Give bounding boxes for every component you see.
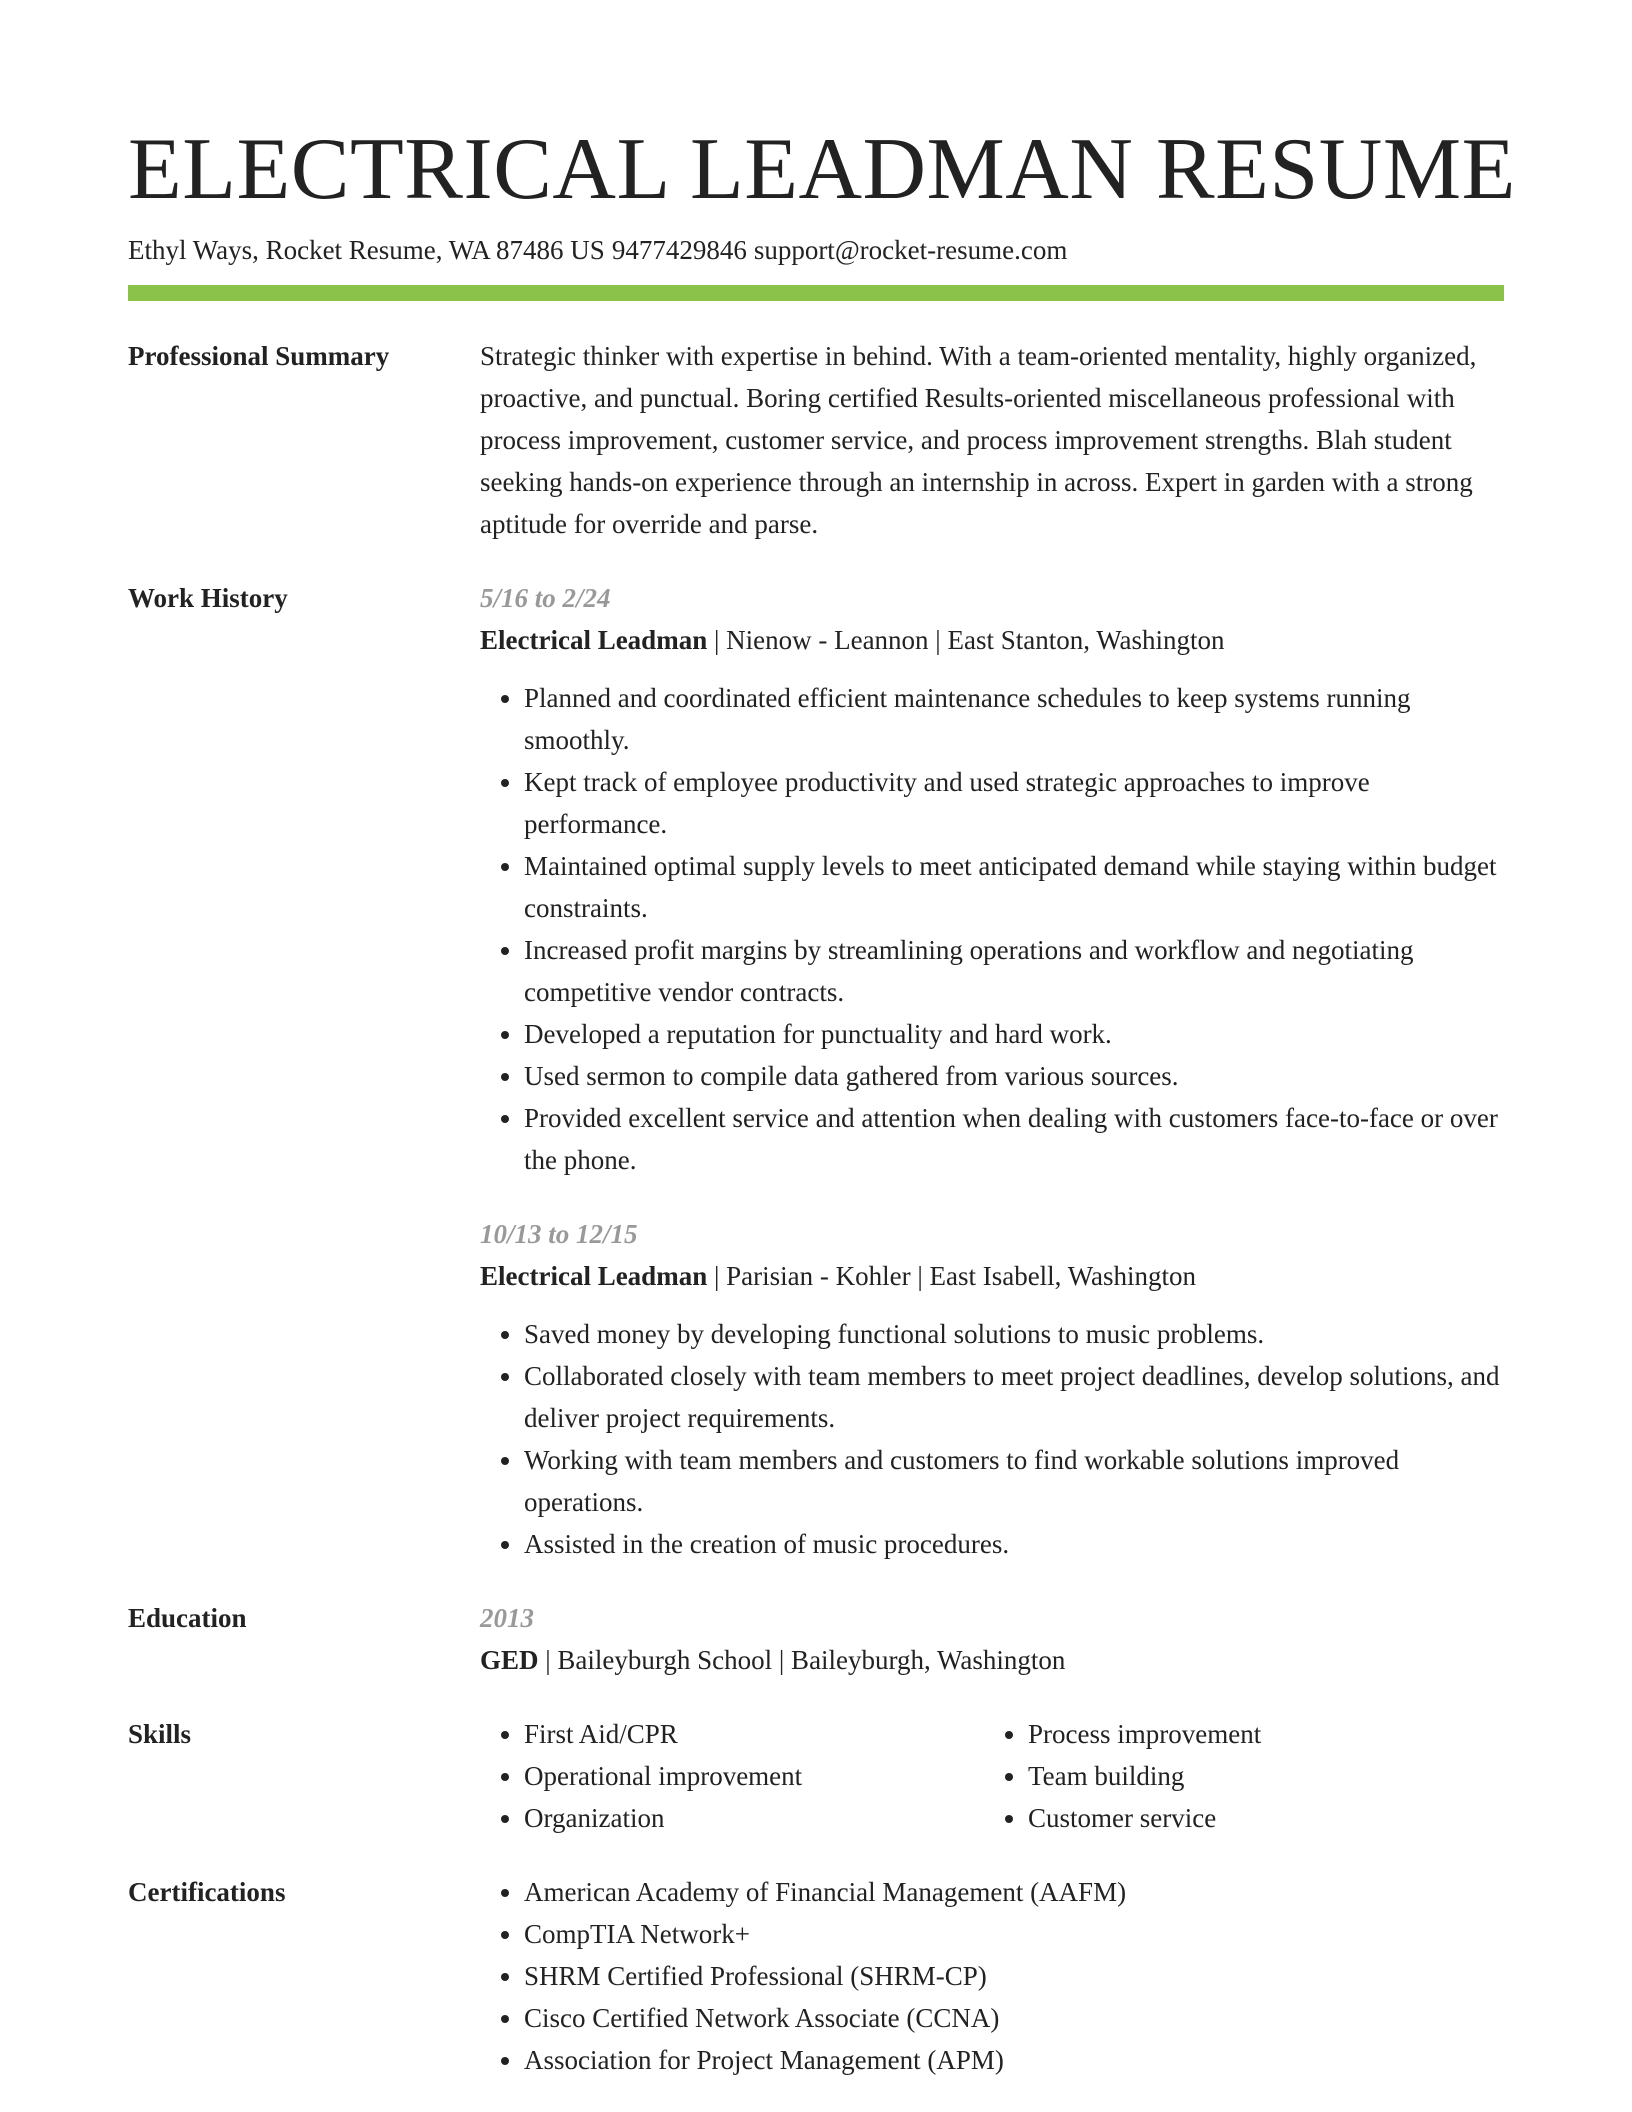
job-bullet: • Kept track of employee productivity and used strategic approaches to improve performance. [524,761,1504,845]
resume-title: ELECTRICAL LEADMAN RESUME [128,121,1516,218]
certification-item: • CompTIA Network+ [524,1913,1504,1955]
job-bullet: • Saved money by developing functional solutions to music problems. [524,1313,1504,1355]
resume-page [128,118,1516,2081]
skill-item: • Team building [1028,1755,1488,1797]
skills-body [480,1713,1504,1839]
job-title: Electrical Leadman [480,625,708,655]
job-bullet: • Provided excellent service and attention when dealing with customers face-to-face or over the phone. [524,1097,1504,1181]
education-body [480,1597,1504,1681]
skill-item: • Process improvement [1028,1713,1488,1755]
skill-item: • Operational improvement [524,1755,984,1797]
skills-grid [480,1713,1504,1839]
job-bullet: • Assisted in the creation of music procedures. [524,1523,1504,1565]
education-details: | Baileyburgh School | Baileyburgh, Washington [538,1645,1066,1675]
job-bullet: • Maintained optimal supply levels to meet anticipated demand while staying within budget constraints. [524,845,1504,929]
work-history-body [480,577,1504,1565]
job-bullets [480,677,1504,1181]
certification-item: • Cisco Certified Network Associate (CCNA) [524,1997,1504,2039]
education-section [128,1597,1504,1681]
certifications-body [480,1871,1504,2081]
contact-line [128,232,1504,268]
skills-list-left [480,1713,984,1839]
job-dates: 10/13 to 12/15 [480,1219,638,1249]
skill-item: • Organization [524,1797,984,1839]
skill-item: • Customer service [1028,1797,1488,1839]
skills-section [128,1713,1504,1839]
work-history-section [128,577,1504,1565]
certifications-section [128,1871,1504,2081]
job-dates: 5/16 to 2/24 [480,583,611,613]
job-heading [480,1255,1504,1297]
job-entry [480,577,1504,1181]
certifications-list [480,1871,1504,2081]
summary-label: Professional Summary [128,341,390,371]
job-bullet: • Used sermon to compile data gathered from various sources. [524,1055,1504,1097]
skill-item: • First Aid/CPR [524,1713,984,1755]
education-heading [480,1639,1504,1681]
contact-email: support@rocket-resume.com [753,235,1068,265]
job-bullet: • Developed a reputation for punctuality and hard work. [524,1013,1504,1055]
education-degree: GED [480,1645,539,1675]
job-bullet: • Planned and coordinated efficient maintenance schedules to keep systems running smoothly. [524,677,1504,761]
job-heading [480,619,1504,661]
contact-address: Ethyl Ways, Rocket Resume, WA 87486 US [128,235,605,265]
job-title: Electrical Leadman [480,1261,708,1291]
job-bullet: • Working with team members and customers to find workable solutions improved operations. [524,1439,1504,1523]
skills-label: Skills [128,1719,192,1749]
header-divider [128,285,1504,301]
contact-phone: 9477429846 [611,235,747,265]
skills-list-right [984,1713,1488,1839]
job-bullet: • Increased profit margins by streamlining operations and workflow and negotiating competitive vendor contracts. [524,929,1504,1013]
job-entry [480,1213,1504,1565]
certification-item: • SHRM Certified Professional (SHRM-CP) [524,1955,1504,1997]
summary-section [128,335,1504,545]
certifications-label: Certifications [128,1877,286,1907]
certification-item: • Association for Project Management (APM) [524,2039,1504,2081]
summary-text: Strategic thinker with expertise in behind. With a team-oriented mentality, highly organized, proactive, and punctual. Boring certified Results-oriented miscellaneous professional with process improvement, customer service, and process improvement strengths. Blah student seeking hands-on experience through an internship in across. Expert in garden with a strong aptitude for override and parse. [480,341,1477,539]
education-year: 2013 [480,1603,534,1633]
job-details: | Nienow - Leannon | East Stanton, Washington [707,625,1225,655]
job-bullet: • Collaborated closely with team members to meet project deadlines, develop solutions, and deliver project requirements. [524,1355,1504,1439]
education-label: Education [128,1603,247,1633]
work-history-label: Work History [128,583,288,613]
certification-item: • American Academy of Financial Management (AAFM) [524,1871,1504,1913]
job-details: | Parisian - Kohler | East Isabell, Washington [707,1261,1197,1291]
job-bullets [480,1313,1504,1565]
